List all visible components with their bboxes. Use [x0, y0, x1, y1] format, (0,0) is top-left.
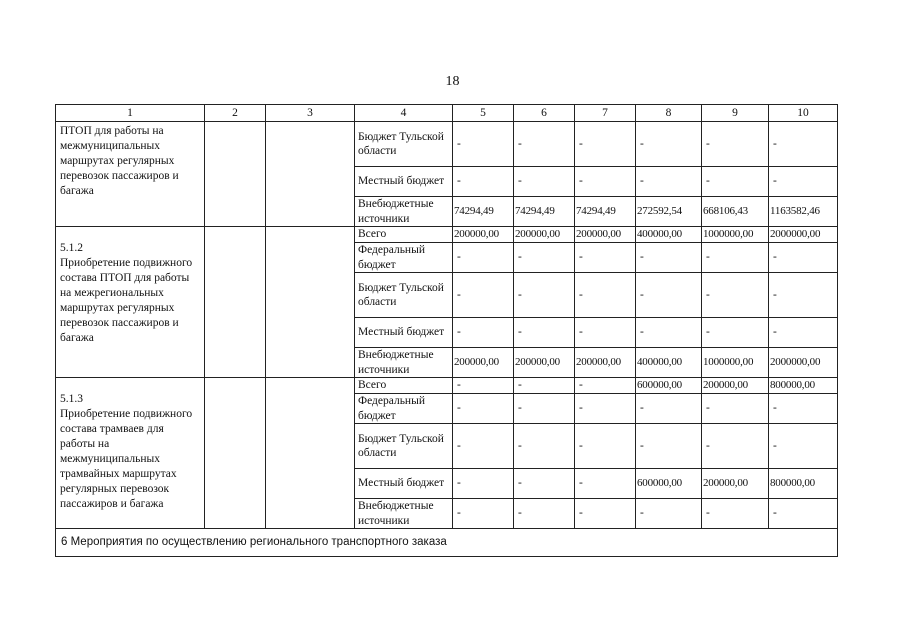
value-cell: -: [636, 424, 702, 469]
value-cell: -: [453, 469, 514, 499]
value-cell: 400000,00: [636, 348, 702, 378]
value-cell: 1000000,00: [702, 348, 769, 378]
value-cell: -: [702, 394, 769, 424]
value-cell: -: [769, 424, 838, 469]
header-cell: 5: [453, 105, 514, 122]
value-cell: -: [514, 273, 575, 318]
measure-code: 5.1.3: [60, 393, 83, 405]
value-cell: -: [453, 243, 514, 273]
header-cell: 10: [769, 105, 838, 122]
value-cell: 1000000,00: [702, 227, 769, 243]
value-cell: 200000,00: [702, 469, 769, 499]
value-cell: 668106,43: [702, 197, 769, 227]
value-cell: -: [514, 318, 575, 348]
value-cell: -: [636, 394, 702, 424]
value-cell: -: [514, 243, 575, 273]
value-cell: 200000,00: [702, 378, 769, 394]
header-cell: 4: [355, 105, 453, 122]
funding-source-cell: Всего: [355, 378, 453, 394]
value-cell: -: [514, 167, 575, 197]
value-cell: -: [769, 273, 838, 318]
value-cell: -: [636, 167, 702, 197]
measure-name-cell: [56, 227, 205, 378]
funding-source-cell: Всего: [355, 227, 453, 243]
funding-source-cell: Внебюджетные источники: [355, 348, 453, 378]
value-cell: -: [514, 424, 575, 469]
col2-cell: [205, 378, 266, 529]
value-cell: 74294,49: [575, 197, 636, 227]
value-cell: -: [769, 122, 838, 167]
value-cell: -: [575, 424, 636, 469]
value-cell: -: [702, 273, 769, 318]
value-cell: 200000,00: [453, 348, 514, 378]
value-cell: -: [453, 378, 514, 394]
value-cell: -: [636, 273, 702, 318]
value-cell: -: [514, 378, 575, 394]
value-cell: 272592,54: [636, 197, 702, 227]
value-cell: 2000000,00: [769, 348, 838, 378]
value-cell: -: [453, 318, 514, 348]
value-cell: -: [575, 378, 636, 394]
value-cell: -: [453, 273, 514, 318]
funding-source-cell: Бюджет Тульской области: [355, 122, 453, 167]
funding-source-cell: Бюджет Тульской области: [355, 273, 453, 318]
value-cell: -: [575, 122, 636, 167]
value-cell: -: [453, 424, 514, 469]
value-cell: -: [769, 394, 838, 424]
value-cell: -: [453, 122, 514, 167]
funding-source-cell: Внебюджетные источники: [355, 499, 453, 529]
value-cell: -: [636, 318, 702, 348]
header-cell: 9: [702, 105, 769, 122]
funding-source-cell: Федеральный бюджет: [355, 394, 453, 424]
funding-source-cell: Бюджет Тульской области: [355, 424, 453, 469]
section-6-title: 6 Мероприятия по осуществлению регионального транспортного заказа: [56, 529, 838, 557]
budget-table: [55, 104, 838, 557]
value-cell: -: [636, 499, 702, 529]
value-cell: -: [702, 424, 769, 469]
value-cell: 600000,00: [636, 469, 702, 499]
value-cell: -: [575, 243, 636, 273]
table-row: [56, 227, 838, 243]
value-cell: -: [636, 122, 702, 167]
value-cell: -: [514, 122, 575, 167]
value-cell: 74294,49: [514, 197, 575, 227]
value-cell: -: [702, 167, 769, 197]
value-cell: -: [575, 469, 636, 499]
value-cell: -: [575, 167, 636, 197]
header-cell: 7: [575, 105, 636, 122]
col2-cell: [205, 227, 266, 378]
col3-cell: [266, 122, 355, 227]
value-cell: 200000,00: [575, 227, 636, 243]
table-row: [56, 122, 838, 167]
value-cell: -: [514, 499, 575, 529]
col3-cell: [266, 378, 355, 529]
header-cell: 8: [636, 105, 702, 122]
section-6-row: [56, 529, 838, 557]
measure-name: Приобретение подвижного состава ПТОП для работы на межрегиональных маршрутах регулярных перевозок пассажиров и багажа: [60, 257, 193, 344]
value-cell: 200000,00: [575, 348, 636, 378]
value-cell: -: [636, 243, 702, 273]
value-cell: -: [769, 243, 838, 273]
header-cell: 3: [266, 105, 355, 122]
value-cell: 74294,49: [453, 197, 514, 227]
funding-source-cell: Местный бюджет: [355, 469, 453, 499]
value-cell: -: [702, 122, 769, 167]
value-cell: 200000,00: [453, 227, 514, 243]
value-cell: -: [575, 273, 636, 318]
value-cell: -: [453, 499, 514, 529]
value-cell: -: [575, 394, 636, 424]
value-cell: -: [453, 167, 514, 197]
value-cell: -: [575, 499, 636, 529]
measure-name: ПТОП для работы на межмуниципальных маршрутах регулярных перевозок пассажиров и багажа: [60, 125, 179, 197]
value-cell: 600000,00: [636, 378, 702, 394]
funding-source-cell: Федеральный бюджет: [355, 243, 453, 273]
col3-cell: [266, 227, 355, 378]
value-cell: 400000,00: [636, 227, 702, 243]
value-cell: 1163582,46: [769, 197, 838, 227]
value-cell: -: [702, 499, 769, 529]
page-number: 18: [445, 74, 460, 89]
measure-name-cell: [56, 378, 205, 529]
measure-name: Приобретение подвижного состава трамваев для работы на межмуниципальных трамвайных маршрутах регулярных перевозок пассажиров и багажа: [60, 408, 193, 510]
measure-code: 5.1.2: [60, 242, 83, 254]
value-cell: -: [702, 318, 769, 348]
table-row: [56, 378, 838, 394]
col2-cell: [205, 122, 266, 227]
value-cell: -: [514, 394, 575, 424]
header-row: [56, 105, 838, 122]
header-cell: 1: [56, 105, 205, 122]
value-cell: -: [453, 394, 514, 424]
header-cell: 2: [205, 105, 266, 122]
value-cell: -: [769, 499, 838, 529]
value-cell: 200000,00: [514, 348, 575, 378]
funding-source-cell: Местный бюджет: [355, 167, 453, 197]
value-cell: -: [769, 318, 838, 348]
header-cell: 6: [514, 105, 575, 122]
value-cell: -: [514, 469, 575, 499]
value-cell: 2000000,00: [769, 227, 838, 243]
value-cell: -: [702, 243, 769, 273]
value-cell: 800000,00: [769, 469, 838, 499]
value-cell: -: [769, 167, 838, 197]
value-cell: 800000,00: [769, 378, 838, 394]
value-cell: -: [575, 318, 636, 348]
funding-source-cell: Местный бюджет: [355, 318, 453, 348]
value-cell: 200000,00: [514, 227, 575, 243]
measure-name-cell: [56, 122, 205, 227]
funding-source-cell: Внебюджетные источники: [355, 197, 453, 227]
